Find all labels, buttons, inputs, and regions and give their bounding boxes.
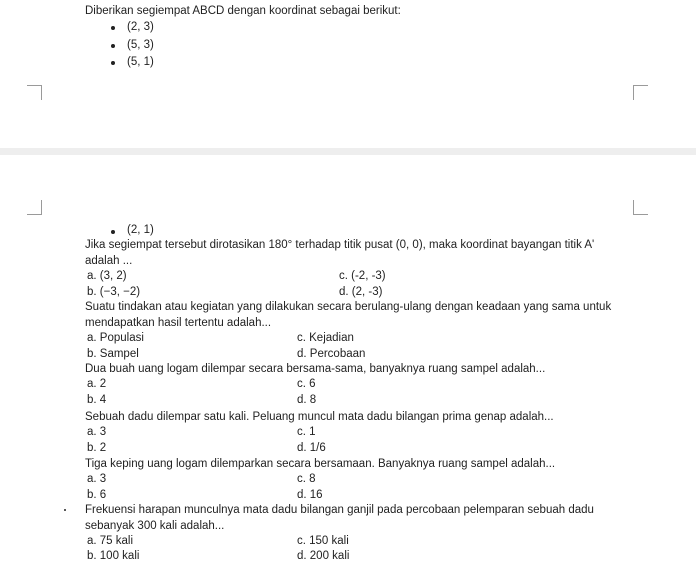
q2-option-c: c. Kejadian: [297, 332, 354, 344]
question-4-stem: Sebuah dadu dilempar satu kali. Peluang muncul mata dadu bilangan prima genap adalah...: [85, 411, 554, 423]
q6-option-b: b. 100 kali: [87, 550, 140, 562]
question-1-stem: Jika segiempat tersebut dirotasikan 180° terhadap titik pusat (0, 0), maka koordinat bayangan titik A': [85, 239, 595, 251]
q3-option-a: a. 2: [87, 378, 107, 390]
q4-option-a: a. 3: [87, 426, 107, 438]
page-corner-mark: [27, 85, 42, 100]
q1-option-b: b. (−3, −2): [87, 286, 141, 298]
bullet-icon: [111, 230, 115, 234]
q1-option-c: c. (-2, -3): [339, 270, 386, 282]
q3-option-d: d. 8: [297, 394, 317, 406]
q4-option-d: d. 1/6: [297, 442, 326, 454]
question-6-stem: Frekuensi harapan munculnya mata dadu bilangan ganjil pada percobaan pelemparan sebuah dadu: [85, 504, 594, 516]
point-a: (2, 3): [127, 21, 154, 33]
q2-option-a: a. Populasi: [87, 332, 144, 344]
bullet-icon: [111, 61, 115, 65]
point-d: (2, 1): [127, 224, 154, 236]
q6-option-c: c. 150 kali: [297, 535, 349, 547]
q6-option-a: a. 75 kali: [87, 535, 134, 547]
q6-option-d: d. 200 kali: [297, 550, 350, 562]
q5-option-d: d. 16: [297, 489, 323, 501]
q5-option-b: b. 6: [87, 489, 107, 501]
q2-option-d: d. Percobaan: [297, 348, 366, 360]
bullet-icon: [111, 26, 115, 30]
bullet-icon: [111, 44, 115, 48]
point-c: (5, 1): [127, 56, 154, 68]
page-corner-mark: [27, 200, 42, 215]
q3-option-c: c. 6: [297, 378, 316, 390]
q5-option-c: c. 8: [297, 473, 316, 485]
q4-option-b: b. 2: [87, 442, 107, 454]
page-corner-mark: [633, 85, 648, 100]
q4-option-c: c. 1: [297, 426, 316, 438]
q3-option-b: b. 4: [87, 394, 107, 406]
question-6-stem-cont: sebanyak 300 kali adalah...: [85, 520, 225, 532]
q2-option-b: b. Sampel: [87, 348, 139, 360]
point-b: (5, 3): [127, 39, 154, 51]
question-1-stem-cont: adalah ...: [85, 255, 133, 267]
page-break: [0, 148, 696, 155]
list-marker-icon: [64, 509, 66, 511]
question-3-stem: Dua buah uang logam dilempar secara bersama-sama, banyaknya ruang sampel adalah...: [85, 363, 546, 375]
question-2-stem-cont: mendapatkan hasil tertentu adalah...: [85, 317, 272, 329]
q1-option-d: d. (2, -3): [339, 286, 383, 298]
page-corner-mark: [633, 200, 648, 215]
question-5-stem: Tiga keping uang logam dilemparkan secara bersamaan. Banyaknya ruang sampel adalah...: [85, 458, 556, 470]
q5-option-a: a. 3: [87, 473, 107, 485]
q1-option-a: a. (3, 2): [87, 270, 127, 282]
intro-text: Diberikan segiempat ABCD dengan koordinat sebagai berikut:: [85, 5, 401, 17]
question-2-stem: Suatu tindakan atau kegiatan yang dilakukan secara berulang-ulang dengan keadaan yang sama untuk: [85, 301, 612, 313]
